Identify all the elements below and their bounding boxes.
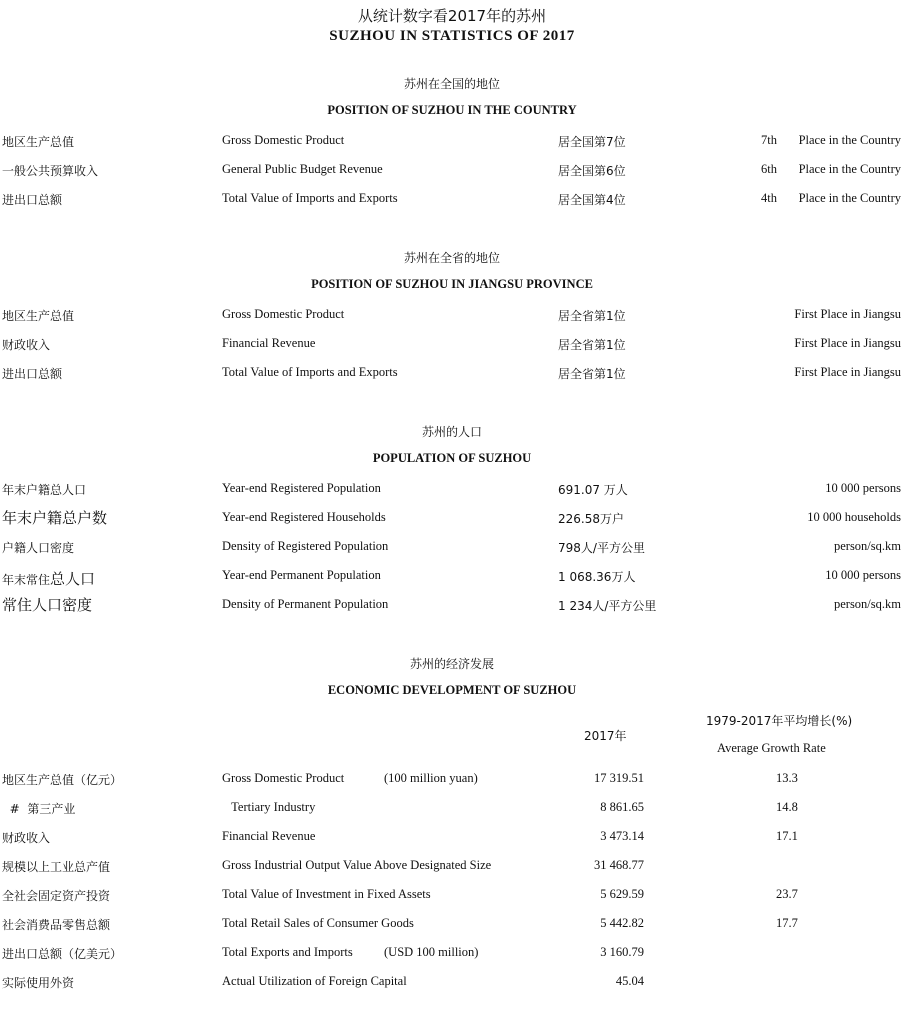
- table-row: [0, 568, 904, 590]
- row-rank-cn: 居全国第7位: [558, 135, 626, 149]
- row-rate: 13.3: [776, 771, 798, 785]
- row-label-cn: 地区生产总值: [2, 135, 75, 149]
- row-value: 798人/平方公里: [558, 541, 645, 555]
- section-title-country-cn: 苏州在全国的地位: [403, 77, 500, 91]
- row-unit: 10 000 persons: [825, 481, 901, 495]
- row-value: 226.58万户: [558, 512, 624, 526]
- table-row: [0, 307, 904, 329]
- row-label-en: Year-end Registered Population: [222, 481, 381, 495]
- table-row: [0, 916, 904, 938]
- row-rank-text: First Place in Jiangsu: [794, 336, 901, 350]
- table-row: [0, 974, 904, 996]
- row-value: 1 234人/平方公里: [558, 599, 657, 613]
- table-row: [0, 887, 904, 909]
- row-value: 17 319.51: [594, 771, 644, 785]
- row-rank-text: Place in the Country: [798, 162, 901, 176]
- row-label-en: Year-end Registered Households: [222, 510, 386, 524]
- row-label-en: Total Exports and Imports: [222, 945, 353, 959]
- row-label-cn: # 第三产业: [2, 802, 76, 816]
- table-row: [0, 829, 904, 851]
- row-label-en: Gross Domestic Product: [222, 133, 345, 147]
- section-title-province-cn: 苏州在全省的地位: [403, 251, 500, 265]
- row-rate: 17.1: [776, 829, 798, 843]
- table-row: [0, 162, 904, 184]
- table-row: [0, 336, 904, 358]
- row-value: 8 861.65: [600, 800, 644, 814]
- row-label-cn: 实际使用外资: [2, 976, 75, 990]
- row-rank-cn: 居全省第1位: [558, 309, 626, 323]
- row-label-en: Gross Domestic Product: [222, 307, 345, 321]
- section-title-economy-en: ECONOMIC DEVELOPMENT OF SUZHOU: [327, 683, 577, 697]
- row-value: 5 442.82: [600, 916, 644, 930]
- row-label-cn: 财政收入: [2, 338, 51, 352]
- table-row: [0, 133, 904, 155]
- row-rank: 4th: [761, 191, 777, 205]
- section-title-economy-cn: 苏州的经济发展: [409, 657, 494, 671]
- row-rank: 6th: [761, 162, 777, 176]
- row-label-cn: 全社会固定资产投资: [2, 889, 111, 903]
- row-rank-cn: 居全省第1位: [558, 367, 626, 381]
- column-header-year: 2017年: [584, 729, 627, 743]
- section-title-province-en: POSITION OF SUZHOU IN JIANGSU PROVINCE: [311, 277, 593, 291]
- section-title-population-cn: 苏州的人口: [421, 425, 482, 439]
- row-label-en: Year-end Permanent Population: [222, 568, 381, 582]
- row-label-en: Tertiary Industry: [222, 800, 316, 814]
- row-label-en: Total Value of Imports and Exports: [222, 365, 398, 379]
- row-label-cn: 财政收入: [2, 831, 51, 845]
- row-value: 1 068.36万人: [558, 570, 636, 584]
- row-value: 3 160.79: [600, 945, 644, 959]
- row-label-cn: 户籍人口密度: [2, 541, 75, 555]
- row-rank-text: First Place in Jiangsu: [794, 365, 901, 379]
- row-value: 3 473.14: [600, 829, 644, 843]
- row-label-en: Actual Utilization of Foreign Capital: [222, 974, 407, 988]
- page-title-en: SUZHOU IN STATISTICS OF 2017: [329, 28, 575, 44]
- row-rate: 14.8: [776, 800, 798, 814]
- row-rank-text: First Place in Jiangsu: [794, 307, 901, 321]
- table-row: [0, 858, 904, 880]
- row-unit: 10 000 households: [807, 510, 901, 524]
- row-unit: (100 million yuan): [384, 771, 478, 785]
- row-label-cn: 年末户籍总户数: [2, 509, 108, 527]
- table-row: [0, 945, 904, 967]
- row-label-cn: 地区生产总值: [2, 309, 75, 323]
- table-row: [0, 597, 904, 619]
- row-value: 45.04: [615, 974, 644, 988]
- row-label-cn: 规模以上工业总产值: [2, 860, 111, 874]
- row-label-cn: 年末户籍总人口: [2, 483, 87, 497]
- section-title-country-en: POSITION OF SUZHOU IN THE COUNTRY: [327, 103, 577, 117]
- row-unit: person/sq.km: [833, 539, 901, 553]
- row-label-cn: 一般公共预算收入: [2, 164, 99, 178]
- row-rate: 17.7: [776, 916, 798, 930]
- row-unit: (USD 100 million): [384, 945, 479, 959]
- row-label-cn: [2, 568, 95, 589]
- row-label-en: Financial Revenue: [222, 336, 316, 350]
- table-row: [0, 800, 904, 822]
- row-label-cn-big: 总人口: [50, 570, 96, 588]
- row-label-cn: 社会消费品零售总额: [2, 918, 111, 932]
- row-label-cn: 进出口总额: [2, 367, 63, 381]
- row-label-en: Gross Domestic Product: [222, 771, 345, 785]
- row-label-cn: 地区生产总值（亿元）: [2, 773, 123, 787]
- row-label-en: Density of Registered Population: [222, 539, 389, 553]
- row-rank-cn: 居全国第4位: [558, 193, 626, 207]
- row-rank-cn: 居全省第1位: [558, 338, 626, 352]
- column-header-rate-cn: 1979-2017年平均增长(%): [706, 714, 853, 728]
- table-row: [0, 191, 904, 213]
- row-label-en: Total Value of Investment in Fixed Assets: [222, 887, 431, 901]
- row-label-en: Financial Revenue: [222, 829, 316, 843]
- column-header-rate-en: Average Growth Rate: [717, 741, 826, 755]
- row-rate: 23.7: [776, 887, 798, 901]
- row-label-cn: 常住人口密度: [2, 596, 93, 614]
- table-row: [0, 365, 904, 387]
- row-label-en: Density of Permanent Population: [222, 597, 389, 611]
- row-value: 691.07 万人: [558, 483, 628, 497]
- row-unit: person/sq.km: [833, 597, 901, 611]
- row-label-cn: 进出口总额: [2, 193, 63, 207]
- row-label-en: Gross Industrial Output Value Above Designated Size: [222, 858, 492, 872]
- row-label-en: Total Retail Sales of Consumer Goods: [222, 916, 414, 930]
- row-rank-text: Place in the Country: [798, 191, 901, 205]
- row-value: 31 468.77: [594, 858, 644, 872]
- section-title-population-en: POPULATION OF SUZHOU: [372, 451, 532, 465]
- row-label-cn: 进出口总额（亿美元）: [2, 947, 123, 961]
- row-label-en: General Public Budget Revenue: [222, 162, 383, 176]
- row-rank-text: Place in the Country: [798, 133, 901, 147]
- row-unit: 10 000 persons: [825, 568, 901, 582]
- row-rank: 7th: [761, 133, 777, 147]
- row-label-en: Total Value of Imports and Exports: [222, 191, 398, 205]
- row-label-cn-small: 年末常住: [2, 573, 51, 587]
- page-title-cn: 从统计数字看2017年的苏州: [357, 7, 547, 25]
- table-row: [0, 539, 904, 561]
- table-row: [0, 510, 904, 532]
- row-value: 5 629.59: [600, 887, 644, 901]
- table-row: [0, 771, 904, 793]
- row-rank-cn: 居全国第6位: [558, 164, 626, 178]
- table-row: [0, 481, 904, 503]
